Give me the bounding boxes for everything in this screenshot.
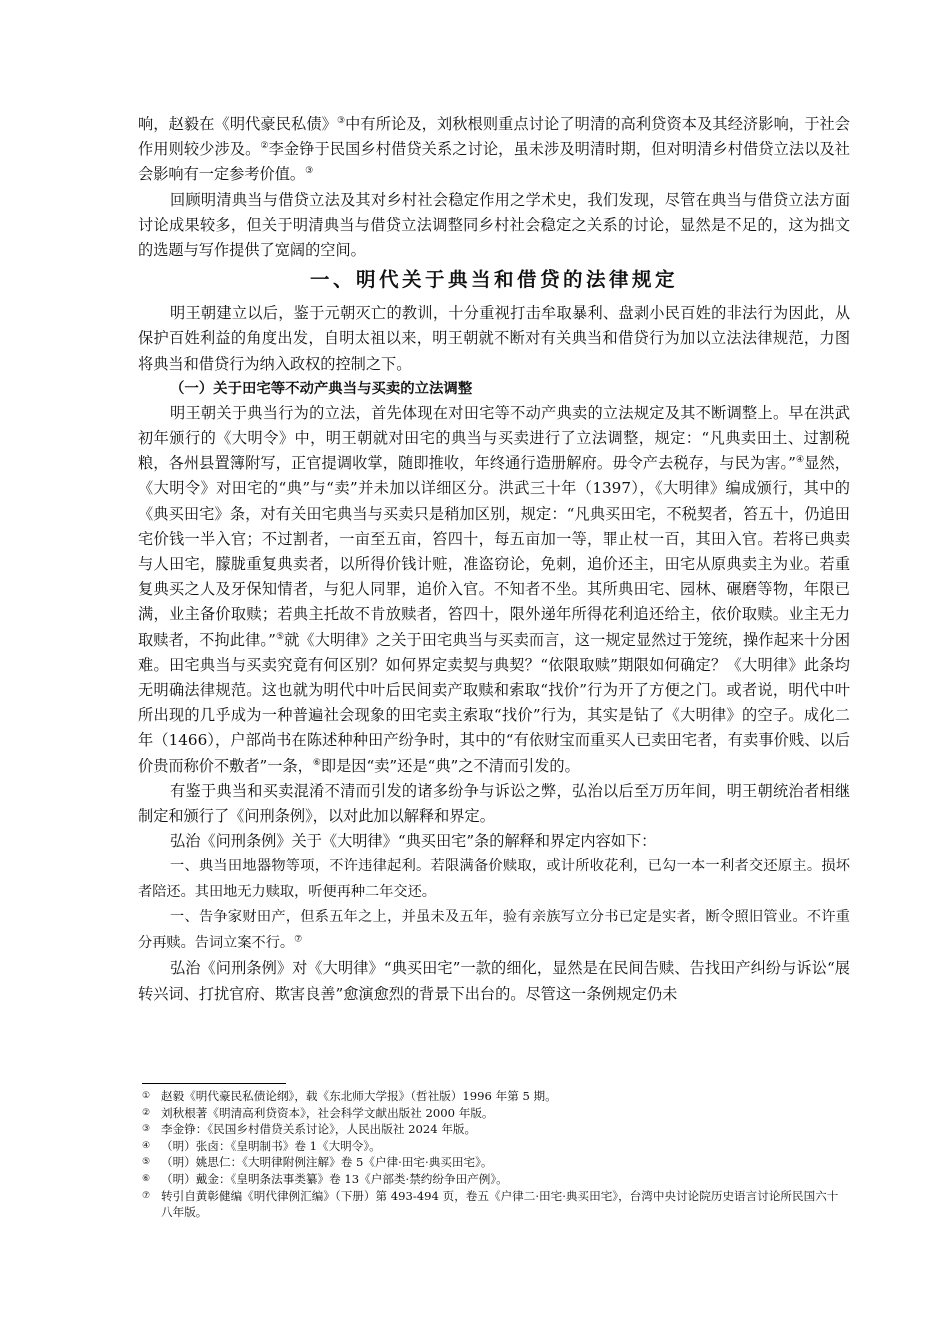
footnote-mark: ④ <box>142 1140 151 1151</box>
footnotes <box>142 1088 848 1221</box>
text: 一、告争家财田产，但系五年之上，并虽未及五年，验有亲族写立分书已定是实者，断令照旧管业。不许重分再赎。告词立案不行。 <box>138 909 850 951</box>
footnote <box>142 1188 848 1221</box>
footnote <box>142 1088 848 1105</box>
footnote-ref[interactable]: ⑤ <box>275 631 285 642</box>
footnote-ref[interactable]: ⑥ <box>312 757 321 768</box>
footnote-text: （明）张卤：《皇明制书》卷 1《大明令》。 <box>161 1138 381 1153</box>
footnote-divider <box>142 1083 286 1084</box>
page-body <box>138 112 850 1007</box>
footnote <box>142 1154 848 1171</box>
paragraph-3: 明王朝建立以后，鉴于元朝灭亡的教训，十分重视打击牟取暴利、盘剥小民百姓的非法行为因此，从保护百姓利益的角度出发，自明太祖以来，明王朝就不断对有关典当和借贷行为加以立法法律规范，力图将典当和借贷行为纳入政权的控制之下。 <box>138 304 850 373</box>
text: 中有所论及，刘秋根则重点讨论了明清的高利贷资本及其经济影响，于社会作用则较少涉及。 <box>138 115 850 159</box>
paragraph-4 <box>138 401 850 779</box>
paragraph-6: 弘治《问刑条例》关于《大明律》“典买田宅”条的解释和界定内容如下： <box>170 832 657 851</box>
footnote-mark: ③ <box>142 1124 151 1135</box>
section-title: 一、明代关于典当和借贷的法律规定 <box>309 268 678 292</box>
footnote-text: 李金铮：《民国乡村借贷关系讨论》，人民出版社 2024 年版。 <box>161 1122 477 1137</box>
footnote-text: 刘秋根著《明清高利贷资本》，社会科学文献出版社 2000 年版。 <box>161 1105 494 1120</box>
text: 显然，《大明令》对田宅的“典”与“卖”并未加以详细区分。洪武三十年（1397），《大明律》编成颁行，其中的《典买田宅》条，对有关田宅典当与买卖只是稍加区别，规定：“凡典买田宅，不税契者，笞五十，仍追田宅价钱一半入官；不过割者，一亩至五亩，笞四十，每五亩加一等，罪止杖一百，其田入官。若将已典卖与人田宅，朦胧重复典卖者，以所得价钱计赃，准盗窃论，免刺，追价还主，田宅从原典卖主为业。若重复典买之人及牙保知情者，与犯人同罪，追价入官。不知者不坐。其所典田宅、园林、碾磨等物，年限已满，业主备价取赎；若典主托故不肯放赎者，笞四十，限外递年所得花利追还给主，依价取赎。业主无力取赎者，不拘此律。” <box>138 454 850 649</box>
footnote-mark: ⑤ <box>142 1157 151 1168</box>
footnote-ref[interactable]: ④ <box>795 455 805 466</box>
footnote-text: （明）姚思仁：《大明律附例注解》卷 5《户律·田宅·典买田宅》。 <box>161 1155 493 1170</box>
paragraph-1 <box>138 112 850 188</box>
footnote <box>142 1138 848 1155</box>
footnote-mark: ⑦ <box>142 1190 151 1201</box>
footnote-mark: ⑥ <box>142 1173 151 1184</box>
quoted-clause-2 <box>138 905 850 956</box>
text: 响，赵毅在《明代豪民私债》 <box>138 115 337 133</box>
text: 即是因“卖”还是“典”之不清而引发的。 <box>320 756 580 775</box>
text: 就《大明律》之关于田宅典当与买卖而言，这一规定显然过于笼统，操作起来十分困难。田宅典当与买卖究竟有何区别？如何界定卖契与典契？“依限取赎”期限如何确定？《大明律》此条均无明确法律规范。这也就为明代中叶后民间卖产取赎和索取“找价”行为开了方便之门。或者说，明代中叶所出现的几乎成为一种普遍社会现象的田宅卖主索取“找价”行为，其实是钻了《大明律》的空子。成化二年（1466），户部尚书在陈述种种田产纷争时，其中的“有依财宝而重买人已卖田宅者，有卖事价贱、以后价贵而称价不敷者”一条， <box>138 630 851 775</box>
footnote <box>142 1105 848 1122</box>
footnote-text: 赵毅《明代豪民私债论纲》，载《东北师大学报》（哲社版）1996 年第 5 期。 <box>161 1089 557 1103</box>
footnote-text: 转引自黄彰健编《明代律例汇编》（下册）第 493-494 页，卷五《户律二·田宅·典买田宅》，台湾中央讨论院历史语言讨论所民国六十八年版。 <box>161 1188 839 1220</box>
quoted-clause-1: 一、典当田地器物等项，不许违律起利。若限满备价赎取，或计所收花利，已勾一本一利者交还原主。损坏者陪还。其田地无力赎取，听便再种二年交还。 <box>138 858 850 900</box>
subsection-title: （一）关于田宅等不动产典当与买卖的立法调整 <box>170 380 473 397</box>
paragraph-5: 有鉴于典当和买卖混淆不清而引发的诸多纷争与诉讼之弊，弘治以后至万历年间，明王朝统治者相继制定和颁行了《问刑条例》，以对此加以解释和界定。 <box>138 781 850 826</box>
text: 明王朝关于典当行为的立法，首先体现在对田宅等不动产典卖的立法规定及其不断调整上。早在洪武初年颁行的《大明令》中，明王朝就对田宅的典当与买卖进行了立法调整，规定：“凡典卖田土、过割税粮，各州县置簿附写，正官提调收掌，随即推收，年终通行造册解府。毋令产去税存，与民为害。” <box>138 403 850 473</box>
footnote-ref[interactable]: ③ <box>305 166 314 177</box>
paragraph-2: 回顾明清典当与借贷立法及其对乡村社会稳定作用之学术史，我们发现，尽管在典当与借贷立法方面讨论成果较多，但关于明清典当与借贷立法调整同乡村社会稳定之关系的讨论，显然是不足的，这为拙文的选题与写作提供了宽阔的空间。 <box>138 190 850 260</box>
footnote-ref[interactable]: ② <box>260 141 269 152</box>
footnote <box>142 1121 848 1138</box>
text: 李金铮于民国乡村借贷关系之讨论，虽未涉及明清时期，但对明清乡村借贷立法以及社会影响有一定参考价值。 <box>138 140 850 184</box>
footnote-ref[interactable]: ⑦ <box>294 934 303 945</box>
footnote <box>142 1171 848 1188</box>
footnote-text: （明）戴金：《皇明条法事类纂》卷 13《户部类·禁约纷争田产例》。 <box>161 1171 508 1186</box>
footnote-mark: ② <box>142 1107 151 1118</box>
paragraph-7: 弘治《问刑条例》对《大明律》“典买田宅”一款的细化，显然是在民间告赎、告找田产纠纷与诉讼“展转兴词、打扰官府、欺害良善”愈演愈烈的背景下出台的。尽管这一条例规定仍未 <box>138 959 850 1003</box>
footnote-ref[interactable]: ③ <box>336 115 346 126</box>
footnote-mark: ① <box>142 1091 151 1101</box>
